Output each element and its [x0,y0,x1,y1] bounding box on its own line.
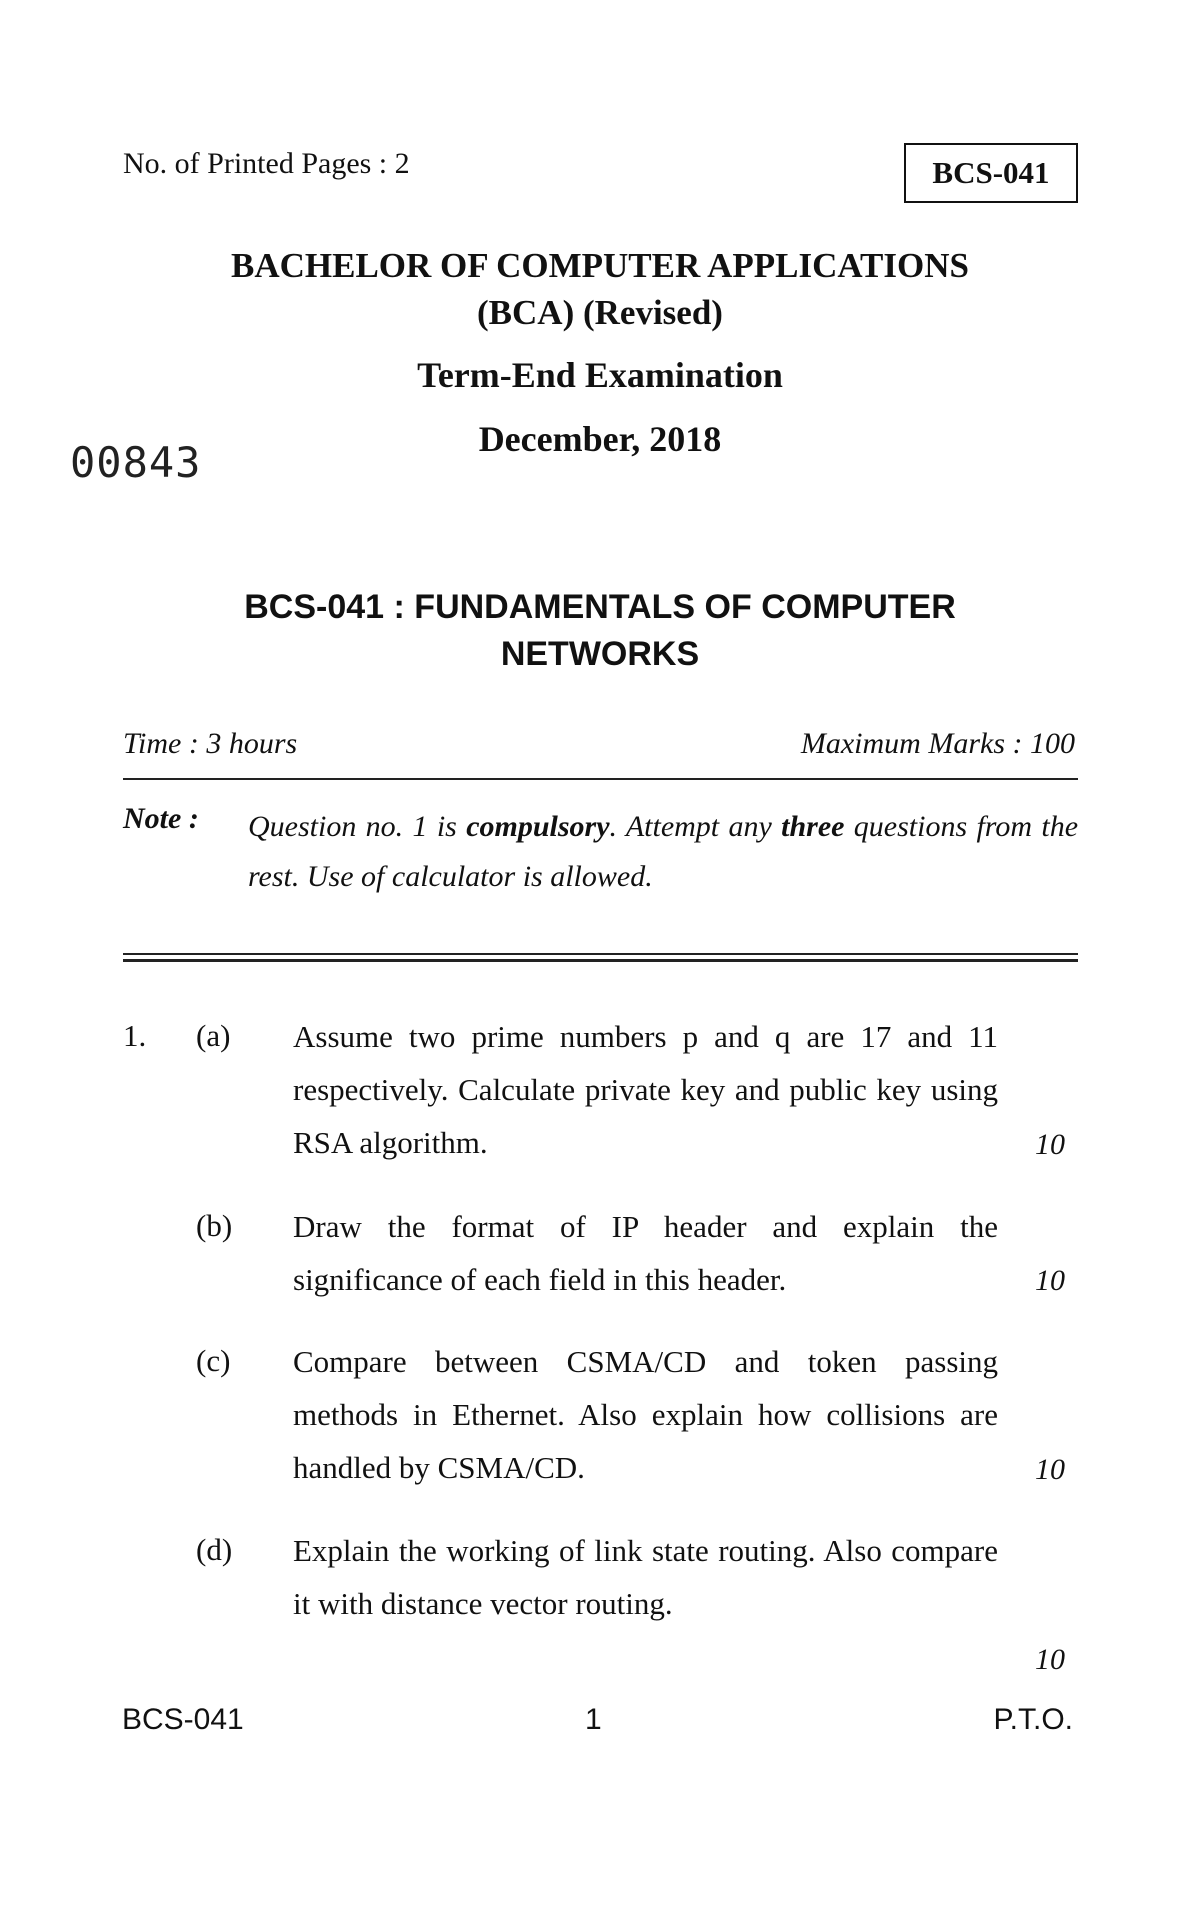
part-marks: 10 [1035,1128,1065,1161]
exam-session: December, 2018 [478,419,722,459]
part-label: (d) [196,1532,233,1567]
note-text-part: Question no. 1 is [248,810,467,843]
note-emphasis-three: three [781,810,845,843]
part-marks: 10 [1035,1264,1065,1297]
question-number: 1. [123,1018,147,1053]
part-marks: 10 [1035,1643,1065,1676]
part-marks: 10 [1035,1453,1065,1486]
part-text: Explain the working of link state routing. Also compare it with distance vector routing. [293,1533,998,1621]
paper-code-box: BCS-041 [904,143,1078,203]
course-title-line2: NETWORKS [500,635,700,673]
course-title-line1: BCS-041 : FUNDAMENTALS OF COMPUTER [244,588,956,626]
part-text: Assume two prime numbers p and q are 17 and 11 respectively. Calculate private key and public key using RSA algorithm. [293,1019,998,1160]
part-label: (c) [196,1343,231,1378]
maximum-marks: Maximum Marks : 100 [800,727,1075,760]
footer-page-number: 1 [585,1703,602,1736]
part-text: Draw the format of IP header and explain the significance of each field in this header. [293,1209,998,1297]
serial-number: 00843 [70,438,202,487]
note-text [248,802,1078,902]
note-label: Note : [123,802,199,835]
note-text-part: questions from the rest. Use of calculator is allowed. [248,810,1079,893]
program-subtitle: (BCA) (Revised) [477,293,723,332]
part-label: (a) [196,1018,231,1053]
part-label: (b) [196,1208,233,1243]
divider-line [123,778,1078,780]
double-divider-top [123,953,1078,955]
part-text: Compare between CSMA/CD and token passing methods in Ethernet. Also explain how collisions are handled by CSMA/CD. [293,1344,998,1485]
note-emphasis-compulsory: compulsory [466,810,610,843]
exam-title: Term-End Examination [417,355,783,395]
footer-paper-code: BCS-041 [122,1703,244,1736]
exam-duration: Time : 3 hours [123,727,298,760]
printed-pages-count: No. of Printed Pages : 2 [123,147,410,180]
note-text-part: . Attempt any [609,810,782,843]
footer-pto: P.T.O. [993,1703,1073,1736]
double-divider-bottom [123,959,1078,962]
program-title: BACHELOR OF COMPUTER APPLICATIONS [231,246,969,285]
